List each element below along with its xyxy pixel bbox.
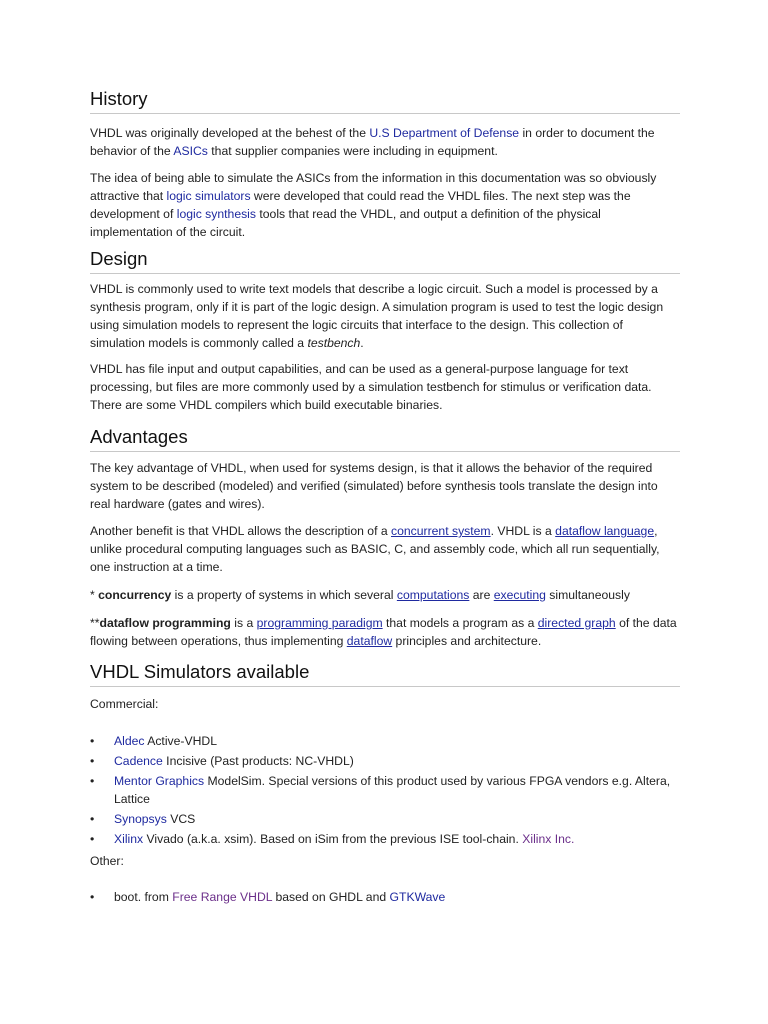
- text: are: [469, 588, 494, 602]
- link-executing[interactable]: executing: [493, 588, 546, 602]
- history-paragraph-1: [90, 124, 680, 160]
- text: ModelSim. Special versions of this product used by various FPGA vendors e.g. Altera, Lattice: [114, 774, 671, 806]
- simulators-heading: VHDL Simulators available: [90, 659, 680, 687]
- bullet: •: [90, 754, 95, 768]
- text: Incisive (Past products: NC-VHDL): [162, 754, 354, 768]
- text: VHDL was originally developed at the behest of the: [90, 126, 370, 140]
- link-directed-graph[interactable]: directed graph: [537, 616, 616, 630]
- link-gtkwave[interactable]: GTKWave: [389, 890, 446, 904]
- design-paragraph-1: [90, 280, 680, 352]
- link-logic-synthesis[interactable]: logic synthesis: [176, 207, 256, 221]
- link-computations[interactable]: computations: [396, 588, 470, 602]
- list-item: [90, 810, 680, 828]
- text: **: [90, 616, 100, 630]
- text: were developed that could read the VHDL files. The next step was the development of: [90, 189, 631, 221]
- link-aldec[interactable]: Aldec: [114, 734, 145, 748]
- list-item: [90, 732, 680, 750]
- design-heading: Design: [90, 246, 680, 274]
- history-paragraph-2: [90, 169, 680, 241]
- text: of the data flowing between operations, thus implementing: [90, 616, 677, 648]
- link-cadence[interactable]: Cadence: [114, 754, 163, 768]
- advantages-paragraph-3: [90, 586, 680, 604]
- text: based on GHDL and: [272, 890, 390, 904]
- text: VCS: [166, 812, 196, 826]
- link-mentor-graphics[interactable]: Mentor Graphics: [114, 774, 205, 788]
- link-logic-simulators[interactable]: logic simulators: [166, 189, 251, 203]
- advantages-heading: Advantages: [90, 424, 680, 452]
- text: . VHDL is a: [490, 524, 556, 538]
- text: that models a program as a: [382, 616, 538, 630]
- other-list: [90, 888, 680, 906]
- bullet: •: [90, 734, 95, 748]
- testbench-term: testbench: [307, 336, 361, 350]
- text: tools that read the VHDL, and output a definition of the physical implementation of the circuit.: [90, 207, 601, 239]
- advantages-paragraph-1: The key advantage of VHDL, when used for systems design, is that it allows the behavior of the required system to be described (modeled) and verified (simulated) before synthesis tools translate the design into real hardware (gates and wires).: [90, 461, 658, 511]
- text: , unlike procedural computing languages such as BASIC, C, and assembly code, which all run sequentially, one instruction at a time.: [90, 524, 660, 574]
- link-concurrent-system[interactable]: concurrent system: [391, 524, 491, 538]
- link-free-range-vhdl[interactable]: Free Range VHDL: [172, 890, 273, 904]
- bullet: •: [90, 832, 95, 846]
- list-item: [90, 752, 680, 770]
- link-synopsys[interactable]: Synopsys: [114, 812, 167, 826]
- text: *: [90, 588, 99, 602]
- dataflow-programming-term: dataflow programming: [99, 616, 231, 630]
- bullet: •: [90, 890, 95, 904]
- link-dataflow[interactable]: dataflow: [346, 634, 393, 648]
- text: principles and architecture.: [392, 634, 542, 648]
- advantages-paragraph-4: [90, 614, 680, 650]
- text: in order to document the behavior of the: [90, 126, 655, 158]
- list-item: [90, 888, 680, 906]
- text: Another benefit is that VHDL allows the description of a: [90, 524, 392, 538]
- text: boot. from: [114, 890, 173, 904]
- text: .: [360, 336, 364, 350]
- text: is a: [230, 616, 257, 630]
- text: Active-VHDL: [144, 734, 217, 748]
- design-paragraph-2: VHDL has file input and output capabilities, and can be used as a general-purpose language for text processing, but files are more commonly used by a simulation testbench for stimulus or verification data. There are some VHDL compilers which build executable binaries.: [90, 362, 652, 412]
- link-dataflow-language[interactable]: dataflow language: [555, 524, 655, 538]
- link-asics[interactable]: ASICs: [173, 144, 208, 158]
- advantages-paragraph-2: [90, 522, 680, 576]
- text: simultaneously: [545, 588, 630, 602]
- history-heading: History: [90, 86, 680, 114]
- link-xilinx-inc[interactable]: Xilinx Inc.: [522, 832, 575, 846]
- text: The idea of being able to simulate the ASICs from the information in this documentation was so obviously attractive that: [90, 171, 657, 203]
- link-xilinx[interactable]: Xilinx: [114, 832, 144, 846]
- other-label: Other:: [90, 854, 124, 868]
- text: that supplier companies were including in equipment.: [207, 144, 498, 158]
- text: is a property of systems in which several: [171, 588, 397, 602]
- document-page: [90, 86, 680, 908]
- link-programming-paradigm[interactable]: programming paradigm: [256, 616, 383, 630]
- concurrency-term: concurrency: [98, 588, 172, 602]
- list-item: [90, 830, 680, 848]
- text: Vivado (a.k.a. xsim). Based on iSim from the previous ISE tool-chain.: [143, 832, 523, 846]
- bullet: •: [90, 774, 95, 788]
- link-us-dod[interactable]: U.S Department of Defense: [369, 126, 520, 140]
- text: VHDL is commonly used to write text models that describe a logic circuit. Such a model is processed by a synthesis program, only if it is part of the logic design. A simulation program is used to test the logic design using simulation models to represent the logic circuits that interface to the design. This collection of simulation models is commonly called a: [90, 282, 664, 350]
- list-item: [90, 772, 680, 808]
- commercial-list: [90, 732, 680, 848]
- bullet: •: [90, 812, 95, 826]
- commercial-label: Commercial:: [90, 697, 159, 711]
